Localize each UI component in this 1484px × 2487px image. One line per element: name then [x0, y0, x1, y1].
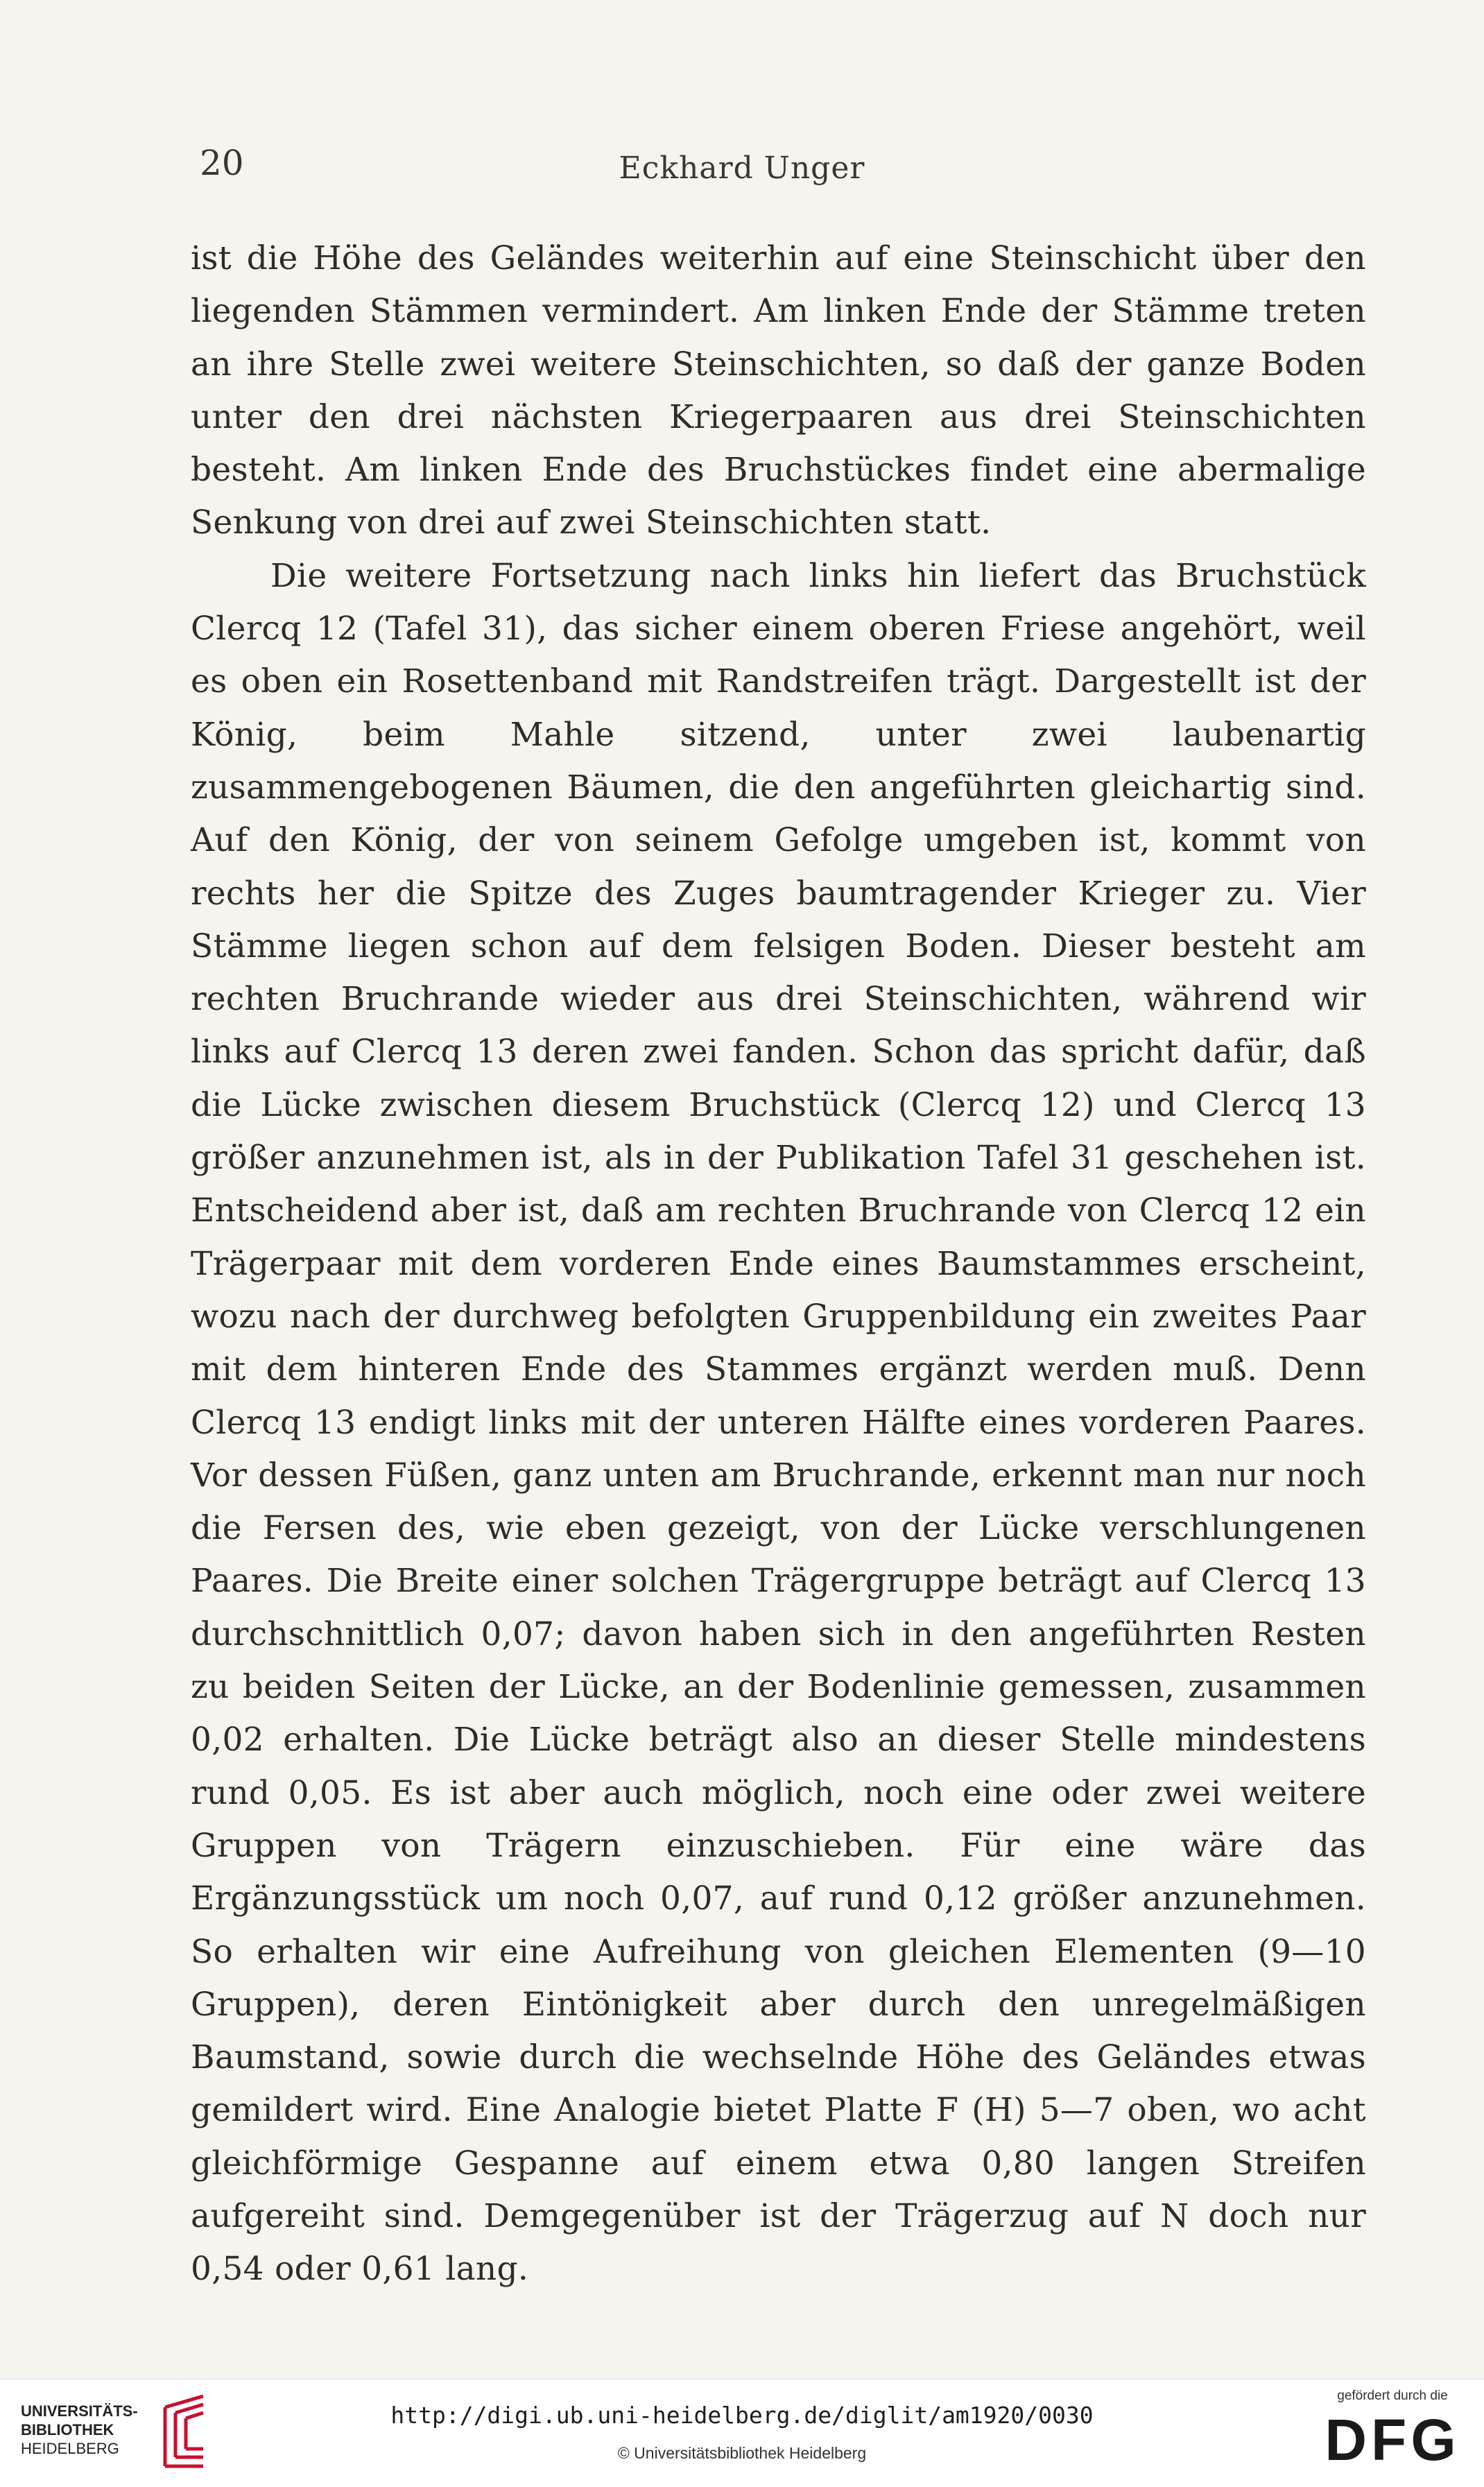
funder-block[interactable] [1316, 2388, 1469, 2478]
funding-note: gefördert durch die [1337, 2389, 1448, 2403]
dfg-logo: DFG [1325, 2407, 1460, 2472]
library-name-line-2: BIBLIOTHEK [21, 2421, 114, 2438]
paragraph-1: ist die Höhe des Geländes weiterhin auf eine Steinschicht über den liegenden Stämmen vermindert. Am linken Ende der Stämme treten an ihre Stelle zwei weitere Steinschichten, so daß der ganze Boden unter den drei nächsten Kriegerpaaren aus drei Steinschichten besteht. Am linken Ende des Bruchstückes findet eine abermalige Senkung von drei auf zwei Steinschichten statt. [191, 239, 1366, 542]
library-name-line-3: HEIDELBERG [21, 2440, 119, 2457]
body-text [191, 232, 1366, 2296]
copyright-notice: © Universitätsbibliothek Heidelberg [617, 2444, 867, 2462]
permalink-url[interactable]: http://digi.ub.uni-heidelberg.de/diglit/am1920/0030 [390, 2402, 1094, 2429]
running-head: Eckhard Unger [619, 150, 865, 186]
page-number: 20 [200, 143, 244, 183]
footer-bar [0, 2379, 1484, 2487]
library-name-line-1: UNIVERSITÄTS- [21, 2402, 138, 2420]
paragraph-2: Die weitere Fortsetzung nach links hin liefert das Bruchstück Clercq 12 (Tafel 31), das sicher einem oberen Friese angehört, weil es oben ein Rosettenband mit Randstreifen trägt. Dargestellt ist der König, beim Mahle sitzend, unter zwei laubenartig zusammengebogenen Bäumen, die den angeführten gleichartig sind. Auf den König, der von seinem Gefolge umgeben ist, kommt von rechts her die Spitze des Zuges baumtragender Krieger zu. Vier Stämme liegen schon auf dem felsigen Boden. Dieser besteht am rechten Bruchrande wieder aus drei Steinschichten, während wir links auf Clercq 13 deren zwei fanden. Schon das spricht dafür, daß die Lücke zwischen diesem Bruchstück (Clercq 12) und Clercq 13 größer anzunehmen ist, als in der Publikation Tafel 31 geschehen ist. Entscheidend aber ist, daß am rechten Bruchrande von Clercq 12 ein Trägerpaar mit dem vorderen Ende eines Baumstammes erscheint, wozu nach der durchweg befolgten Gruppenbildung ein zweites Paar mit dem hinteren Ende des Stammes ergänzt werden muß. Denn Clercq 13 endigt links mit der unteren Hälfte eines vorderen Paares. Vor dessen Füßen, ganz unten am Bruchrande, erkennt man nur noch die Fersen des, wie eben gezeigt, von der Lücke verschlungenen Paares. Die Breite einer solchen Trägergruppe beträgt auf Clercq 13 durchschnittlich 0,07; davon haben sich in den angeführten Resten zu beiden Seiten der Lücke, an der Bodenlinie gemessen, zusammen 0,02 erhalten. Die Lücke beträgt also an dieser Stelle mindestens rund 0,05. Es ist aber auch möglich, noch eine oder zwei weitere Gruppen von Trägern einzuschieben. Für eine wäre das Ergänzungsstück um noch 0,07, auf rund 0,12 größer anzunehmen. So erhalten wir eine Aufreihung von gleichen Elementen (9—10 Gruppen), deren Eintönigkeit aber durch den unregelmäßigen Baumstand, sowie durch die wechselnde Höhe des Geländes etwas gemildert wird. Eine Analogie bietet Platte F (H) 5—7 oben, wo acht gleichförmige Gespanne auf einem etwa 0,80 langen Streifen aufgereiht sind. Demgegenüber ist der Trägerzug auf N doch nur 0,54 oder 0,61 lang. [191, 556, 1366, 2289]
